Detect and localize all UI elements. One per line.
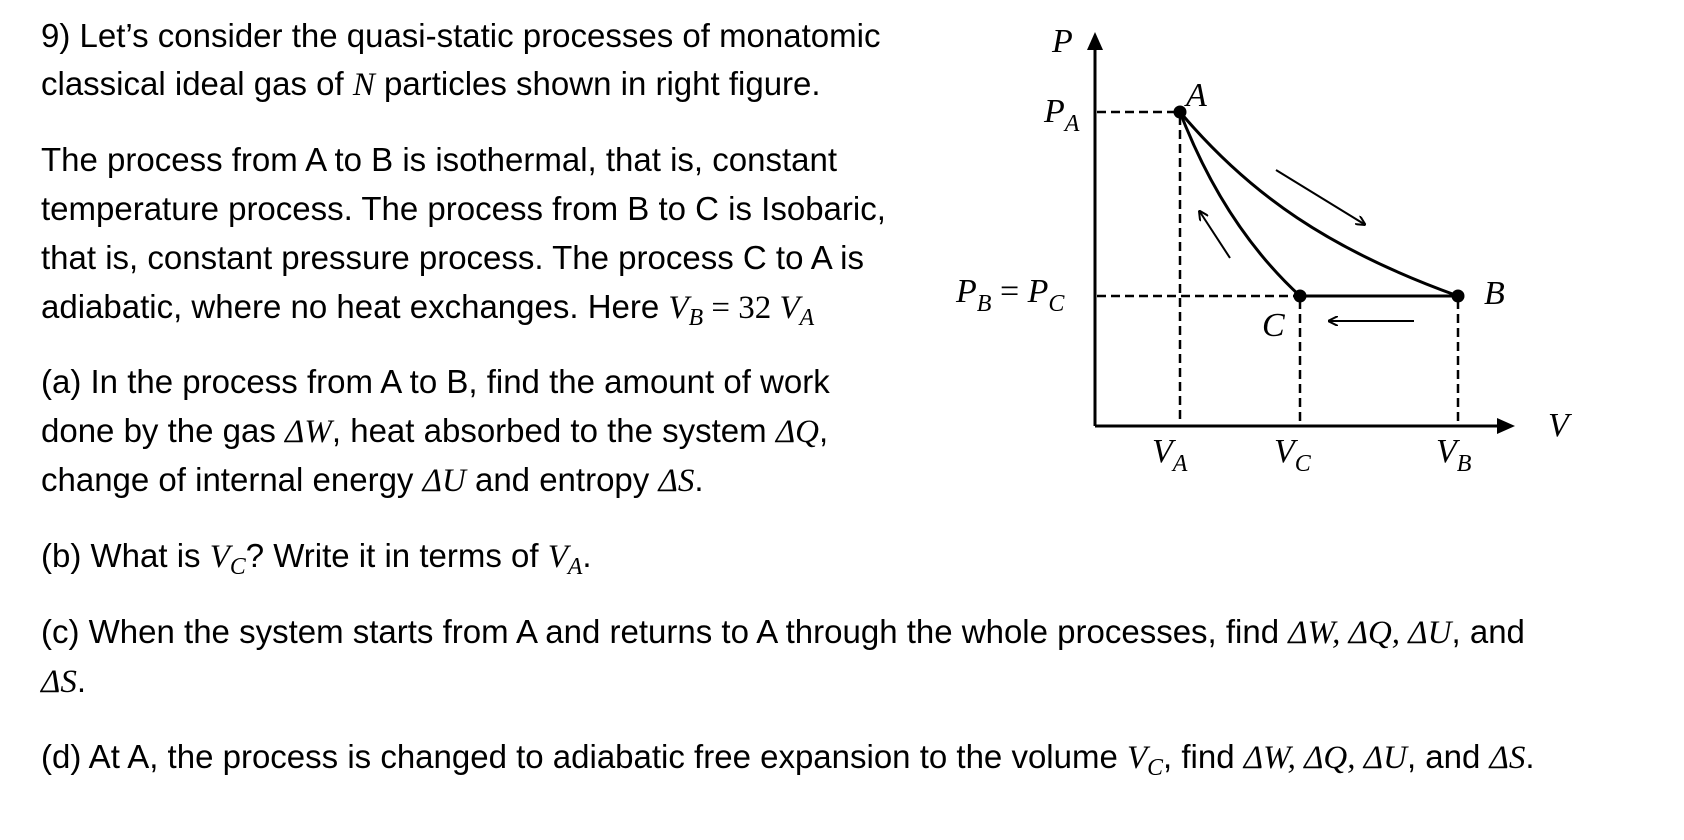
delta-w: ΔW: [285, 414, 332, 450]
label-pb-sub: B: [976, 291, 992, 317]
label-pa: [1043, 93, 1080, 137]
part-d-period: .: [1525, 738, 1535, 775]
va-subscript: A: [799, 304, 815, 331]
problem-intro-line1: 9) Let’s consider the quasi-static processes of monatomic: [41, 17, 881, 54]
arrow-a-to-b: [1276, 170, 1364, 224]
part-c-text-b: , and: [1451, 613, 1525, 650]
problem-desc-line3: that is, constant pressure process. The process C to A is: [41, 239, 864, 276]
delta-q: ΔQ: [775, 414, 820, 450]
label-pb-main: P: [956, 273, 977, 310]
part-c-deltas: ΔW, ΔQ, ΔU: [1288, 615, 1452, 651]
label-pc-sub: C: [1048, 291, 1065, 317]
desc-text: adiabatic, where no heat exchanges. Here: [41, 288, 669, 325]
va-symbol: V: [779, 290, 800, 326]
label-vc-sub: C: [1294, 451, 1311, 477]
point-c-dot: [1294, 290, 1307, 303]
label-va: [1152, 433, 1188, 477]
label-va-sub: A: [1172, 451, 1188, 477]
part-c-text-a: (c) When the system starts from A and returns to A through the whole processes, find: [41, 613, 1289, 650]
vc-subscript-d: C: [1147, 754, 1164, 781]
label-vb-main: V: [1436, 433, 1457, 470]
vc-symbol-d: V: [1127, 740, 1148, 776]
label-point-b: B: [1484, 275, 1505, 312]
label-pa-main: P: [1044, 93, 1065, 130]
symbol-n: N: [352, 67, 375, 103]
part-a-text-a: done by the gas: [41, 412, 286, 449]
axis-label-p: P: [1052, 23, 1073, 60]
adiabat-c-to-a: [1180, 112, 1300, 296]
part-b-text-a: (b) What is: [41, 537, 210, 574]
axis-label-v: V: [1548, 407, 1569, 444]
part-a-text-b: , heat absorbed to the system: [331, 412, 776, 449]
label-pc-main: P: [1027, 273, 1049, 310]
part-d-text-b: , find: [1163, 738, 1244, 775]
label-vc: [1274, 433, 1312, 477]
label-pb-equals: =: [991, 273, 1028, 310]
part-d-text-a: (d) At A, the process is changed to adiabatic free expansion to the volume: [41, 738, 1127, 775]
isotherm-a-to-b: [1180, 112, 1458, 296]
vc-subscript: C: [229, 553, 246, 580]
problem-desc-line2: temperature process. The process from B to C is Isobaric,: [41, 190, 886, 227]
part-d-deltas: ΔW, ΔQ, ΔU: [1243, 740, 1407, 776]
label-pb-pc: [955, 273, 1065, 317]
part-c-period: .: [76, 662, 87, 699]
equals-32: = 32: [703, 290, 780, 326]
vb-subscript: B: [688, 304, 704, 331]
problem-desc-line1: The process from A to B is isothermal, that is, constant: [41, 141, 838, 178]
intro-text-b: particles shown in right figure.: [374, 65, 821, 102]
part-d-text-c: , and: [1406, 738, 1490, 775]
point-a-dot: [1174, 106, 1187, 119]
delta-u: ΔU: [422, 463, 466, 499]
part-a-text-f: .: [694, 461, 704, 498]
v-axis-arrowhead: [1497, 418, 1515, 434]
part-b-text-b: ? Write it in terms of: [245, 537, 548, 574]
label-vb: [1436, 433, 1472, 477]
va-symbol-b: V: [547, 539, 568, 575]
vb-symbol: V: [668, 290, 689, 326]
point-b-dot: [1452, 290, 1465, 303]
label-vc-main: V: [1274, 433, 1295, 470]
part-a-text-e: and entropy: [465, 461, 659, 498]
part-a-text-c: ,: [819, 412, 829, 449]
label-point-c: C: [1262, 307, 1285, 344]
delta-s: ΔS: [658, 463, 695, 499]
part-d-delta-s: ΔS: [1489, 740, 1526, 776]
intro-text-a: classical ideal gas of: [41, 65, 353, 102]
va-subscript-b: A: [567, 553, 583, 580]
label-point-a: A: [1186, 77, 1207, 114]
part-a-line1: (a) In the process from A to B, find the amount of work: [41, 363, 830, 400]
part-a-text-d: change of internal energy: [41, 461, 423, 498]
part-c-delta-s: ΔS: [41, 664, 77, 700]
p-axis-arrowhead: [1087, 32, 1103, 50]
arrow-c-to-a: [1200, 212, 1230, 258]
label-vb-sub: B: [1456, 451, 1472, 477]
label-va-main: V: [1152, 433, 1173, 470]
label-pa-sub: A: [1064, 111, 1080, 137]
part-b-text-c: .: [582, 537, 592, 574]
vc-symbol: V: [209, 539, 230, 575]
